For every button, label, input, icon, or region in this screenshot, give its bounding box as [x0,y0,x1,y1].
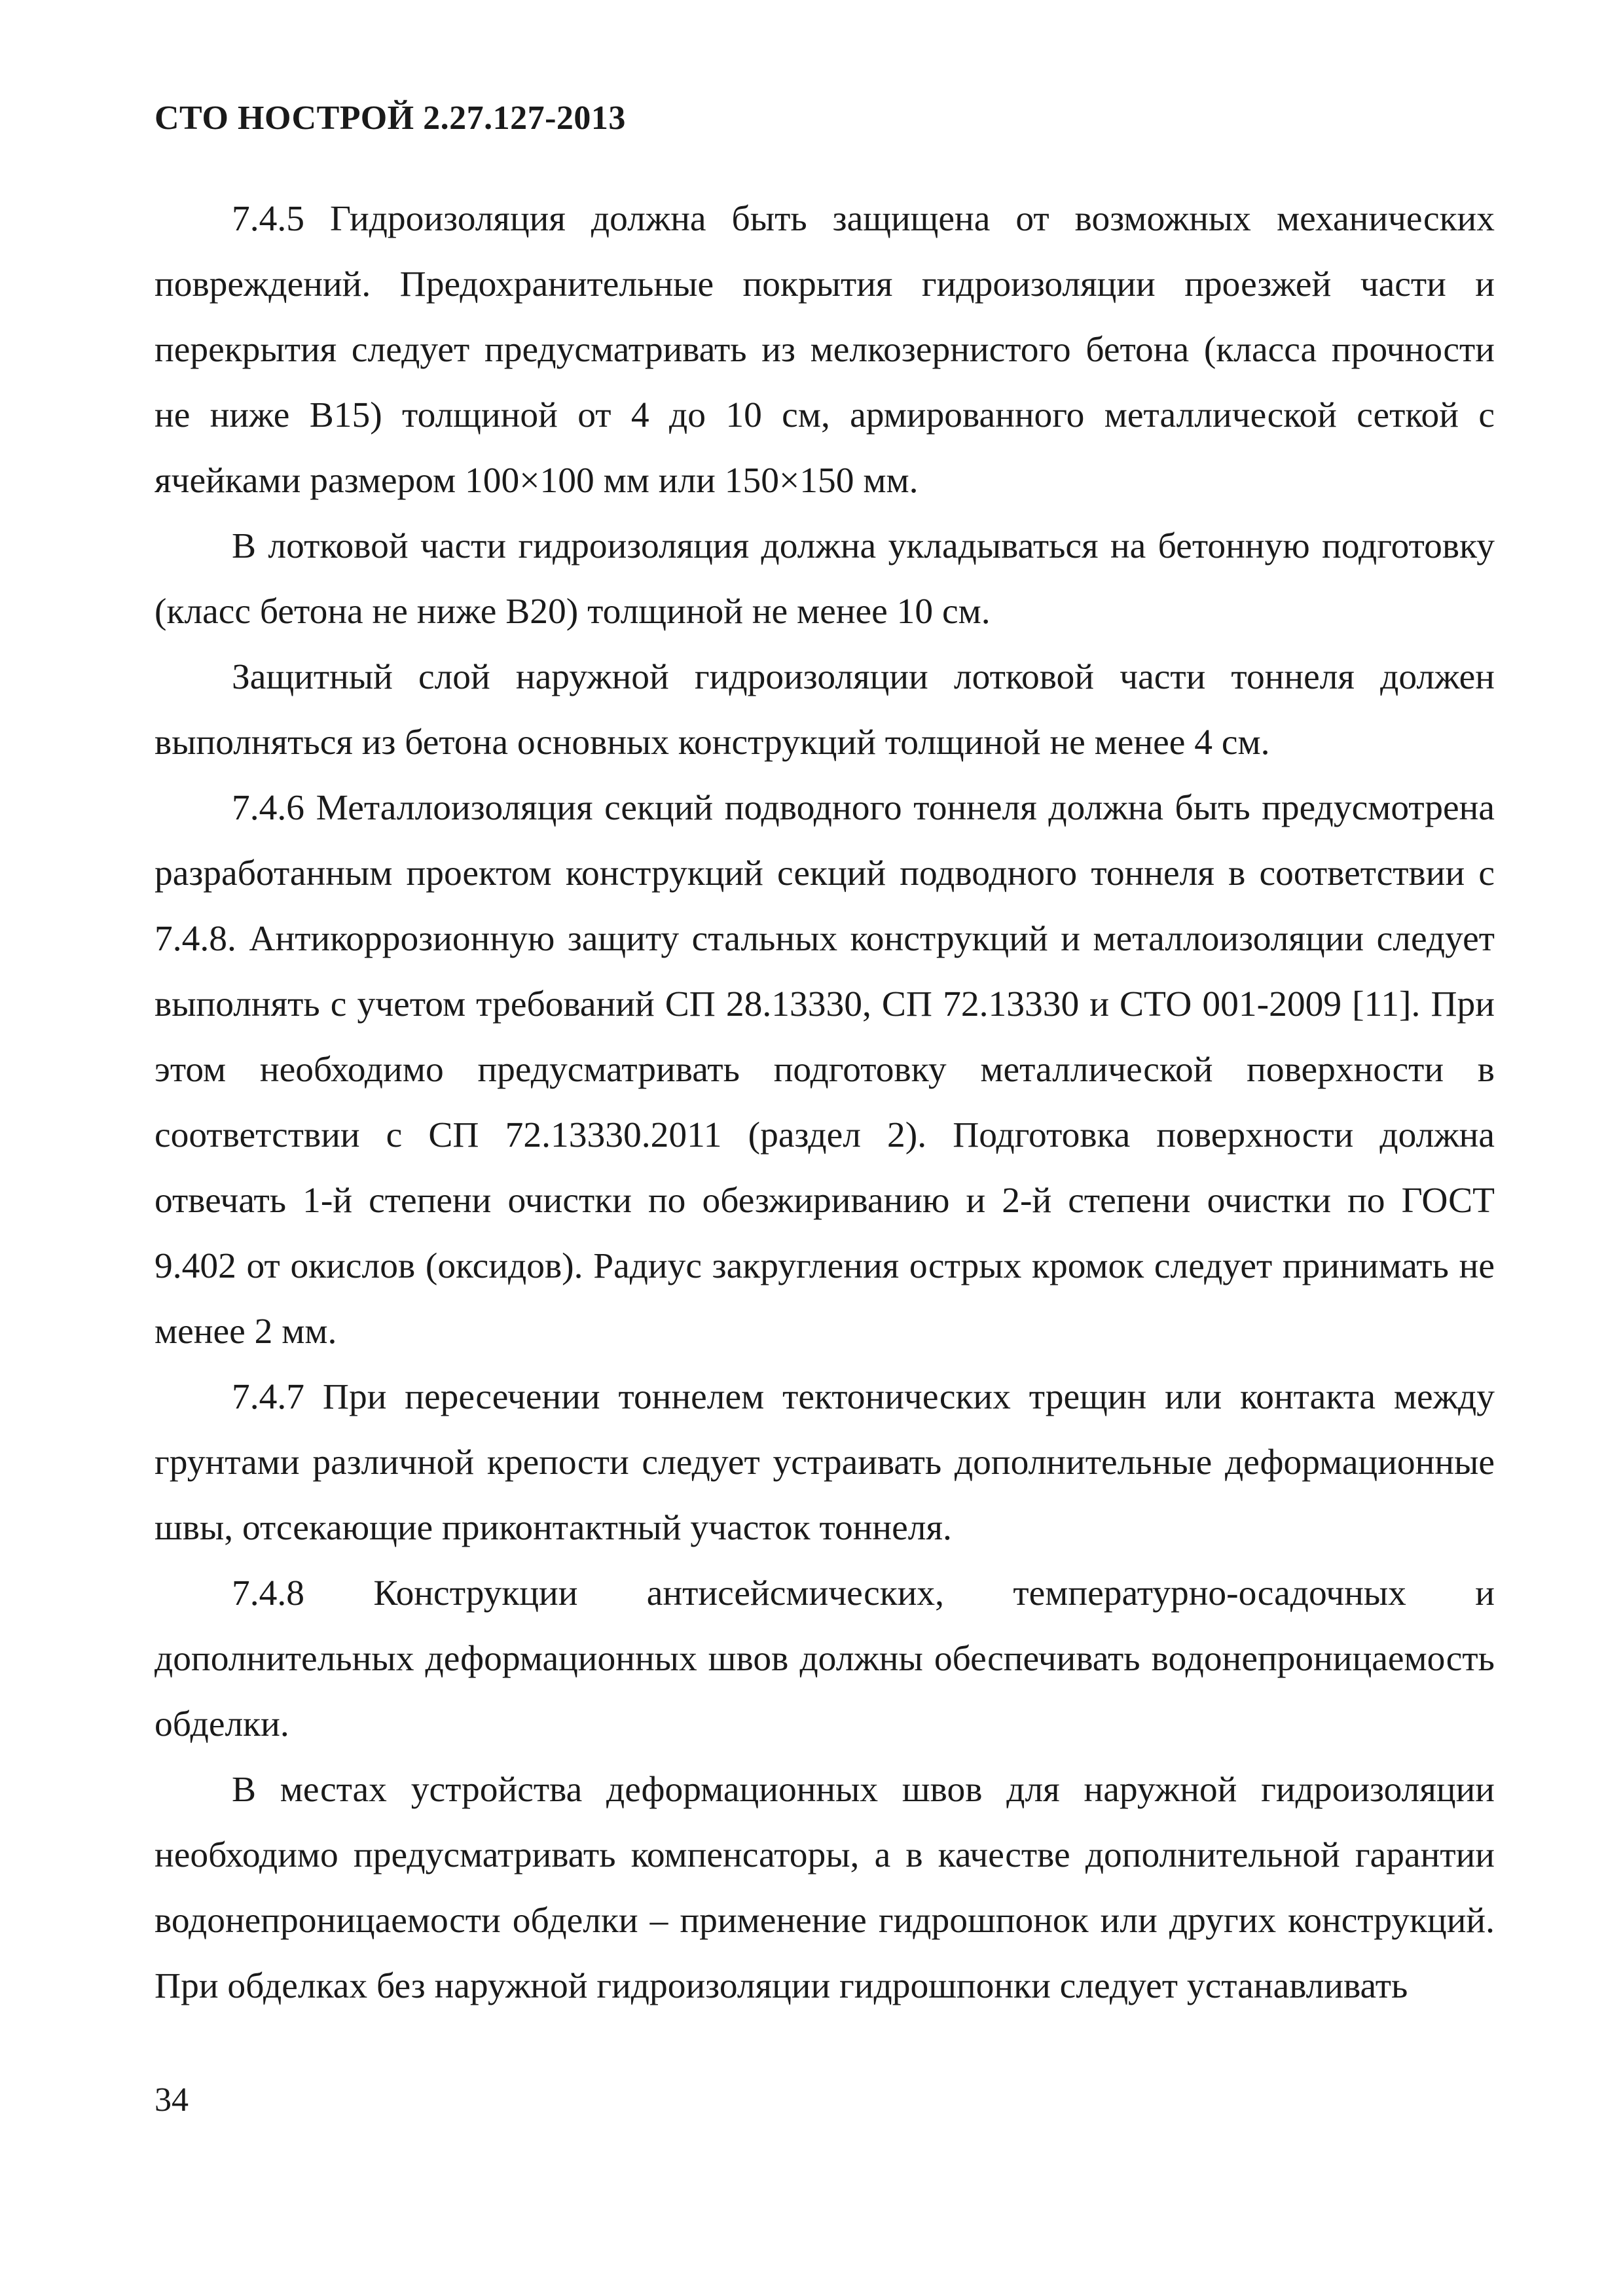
paragraph-7-4-5: 7.4.5 Гидроизоляция должна быть защищена от возможных механических повреждений. Предохранительные покрытия гидроизоляции проезжей части и перекрытия следует предусматривать из мелкозернистого бетона (класса прочности не ниже В15) толщиной от 4 до 10 см, армированного металлической сеткой с ячейками размером 100×100 мм или 150×150 мм. [155,199,1495,501]
document-header: СТО НОСТРОЙ 2.27.127-2013 [155,99,626,137]
document-body [155,187,1495,2019]
paragraph-protective-layer: Защитный слой наружной гидроизоляции лотковой части тоннеля должен выполняться из бетона основных конструкций толщиной не менее 4 см. [155,657,1495,762]
paragraph-7-4-6: 7.4.6 Металлоизоляция секций подводного тоннеля должна быть предусмотрена разработанным проектом конструкций секций подводного тоннеля в соответствии с 7.4.8. Антикоррозионную защиту стальных конструкций и металлоизоляции следует выполнять с учетом требований СП 28.13330, СП 72.13330 и СТО 001-2009 [11]. При этом необходимо предусматривать подготовку металлической поверхности в соответствии с СП 72.13330.2011 (раздел 2). Подготовка поверхности должна отвечать 1-й степени очистки по обезжириванию и 2-й степени очистки по ГОСТ 9.402 от окислов (оксидов). Радиус закругления острых кромок следует принимать не менее 2 мм. [155,788,1495,1352]
paragraph-7-4-8: 7.4.8 Конструкции антисейсмических, температурно-осадочных и дополнительных деформационных швов должны обеспечивать водонепроницаемость обделки. [155,1573,1495,1744]
paragraph-deformation-joints: В местах устройства деформационных швов для наружной гидроизоляции необходимо предусматривать компенсаторы, а в качестве дополнительной гарантии водонепроницаемости обделки – применение гидрошпонок или других конструкций. При обделках без наружной гидроизоляции гидрошпонки следует устанавливать [155,1770,1495,2006]
paragraph-7-4-7: 7.4.7 При пересечении тоннелем тектонических трещин или контакта между грунтами различной крепости следует устраивать дополнительные деформационные швы, отсекающие приконтактный участок тоннеля. [155,1377,1495,1548]
page-number: 34 [155,2081,189,2119]
paragraph-tray-waterproofing: В лотковой части гидроизоляция должна укладываться на бетонную подготовку (класс бетона не ниже В20) толщиной не менее 10 см. [155,526,1495,632]
